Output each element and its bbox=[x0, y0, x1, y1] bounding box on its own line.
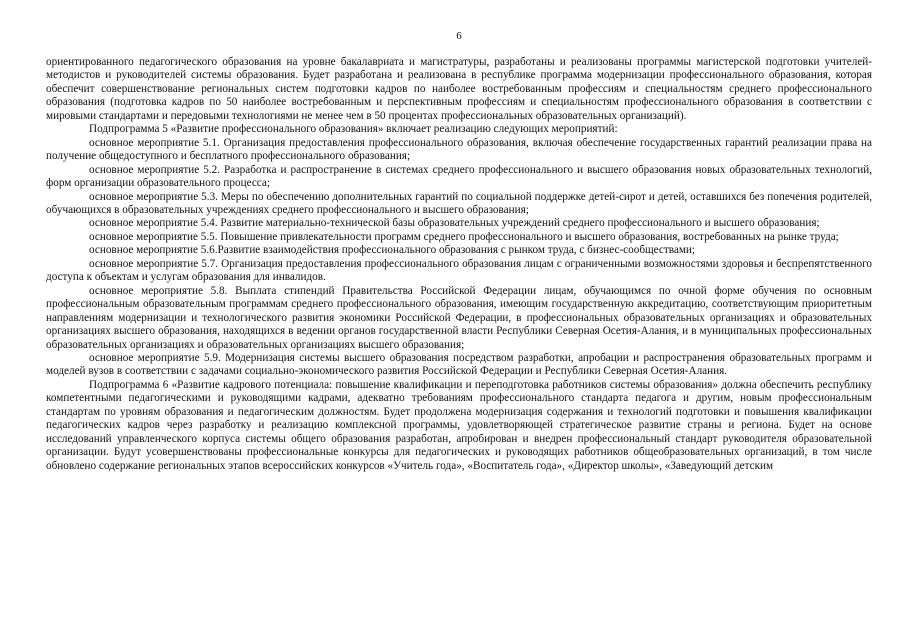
page-number: 6 bbox=[456, 30, 462, 42]
paragraph: основное мероприятие 5.2. Разработка и распространение в системах среднего профессионального и высшего образования новых образовательных технологий, форм организации образовательного процесса; bbox=[46, 163, 872, 190]
paragraph: основное мероприятие 5.7. Организация предоставления профессионального образования лицам с ограниченными возможностями здоровья и беспрепятственного доступа к объектам и услугам образования для инвалидов. bbox=[46, 257, 872, 284]
paragraph: основное мероприятие 5.1. Организация предоставления профессионального образования, включая обеспечение государственных гарантий реализации права на получение общедоступного и бесплатного профессионального образования; bbox=[46, 136, 872, 163]
paragraph: основное мероприятие 5.6.Развитие взаимодействия профессионального образования с рынком труда, с бизнес-сообществами; bbox=[89, 244, 695, 257]
paragraph: Подпрограмма 6 «Развитие кадрового потенциала: повышение квалификации и переподготовка работников системы образования» должна обеспечить республику компетентными педагогическими и руководящими кадрами, адекватно требованиям профессионального стандарта педагога и другим, новым профессиональным стандартам по уровням образования и педагогическим должностям. Будет продолжена модернизация содержания и технологий подготовки и повышения квалификации педагогических кадров через разработку и реализацию комплексной программы, удовлетворяющей стратегическое развитие страны и региона. Будет на основе исследований управленческого корпуса системы общего образования разработан, апробирован и внедрен профессиональный стандарт руководителя образовательной организации. Будут усовершенствованы профессиональные конкурсы для педагогических и руководящих работников общеобразовательных организаций, в том числе обновлено содержание региональных этапов всероссийских конкурсов «Учитель года», «Воспитатель года», «Директор школы», «Заведующий детским bbox=[46, 378, 872, 472]
paragraph: основное мероприятие 5.4. Развитие материально-технической базы образовательных учреждений среднего профессионального и высшего образования; bbox=[89, 217, 820, 230]
document-body bbox=[46, 56, 872, 473]
paragraph: основное мероприятие 5.9. Модернизация системы высшего образования посредством разработки, апробации и распространения образовательных программ и моделей вузов в соответствии с задачами социально-экономического развития Российской Федерации и Республики Северная Осетия-Алания. bbox=[46, 351, 872, 378]
paragraph: основное мероприятие 5.5. Повышение привлекательности программ среднего профессионального и высшего образования, востребованных на рынке труда; bbox=[89, 230, 839, 243]
paragraph: основное мероприятие 5.3. Меры по обеспечению дополнительных гарантий по социальной поддержке детей-сирот и детей, оставшихся без попечения родителей, обучающихся в образовательных учреждениях среднего профессионального и высшего образования; bbox=[46, 190, 872, 216]
paragraph: ориентированного педагогического образования на уровне бакалавриата и магистратуры, разработаны и реализованы программы магистерской подготовки учителей-методистов и руководителей системы образования. Будет разработана и реализована в республике программа модернизации профессионального образования, которая обеспечит совершенствование региональных систем подготовки кадров по наиболее востребованным профессиям и специальностям среднего профессионального образования (подготовка кадров по 50 наиболее востребованным и перспективным профессиям и специальностям профессионального образования в соответствии с мировыми стандартами и передовыми технологиями не менее чем в 50 процентах профессиональных образовательных организаций). bbox=[46, 56, 872, 122]
paragraph: Подпрограмма 5 «Развитие профессионального образования» включает реализацию следующих мероприятий: bbox=[89, 123, 618, 136]
paragraph: основное мероприятие 5.8. Выплата стипендий Правительства Российской Федерации лицам, обучающимся по очной форме обучения по основным профессиональным образовательным программам среднего профессионального образования, имеющим государственную аккредитацию, соответствующим приоритетным направлениям модернизации и технологического развития экономики Российской Федерации, в профессиональных образовательных организациях и образовательных организациях высшего образования, находящихся в ведении органов государственной власти Республики Северная Осетия-Алания, и в муниципальных профессиональных образовательных организациях и образовательных организациях высшего образования; bbox=[46, 284, 872, 351]
